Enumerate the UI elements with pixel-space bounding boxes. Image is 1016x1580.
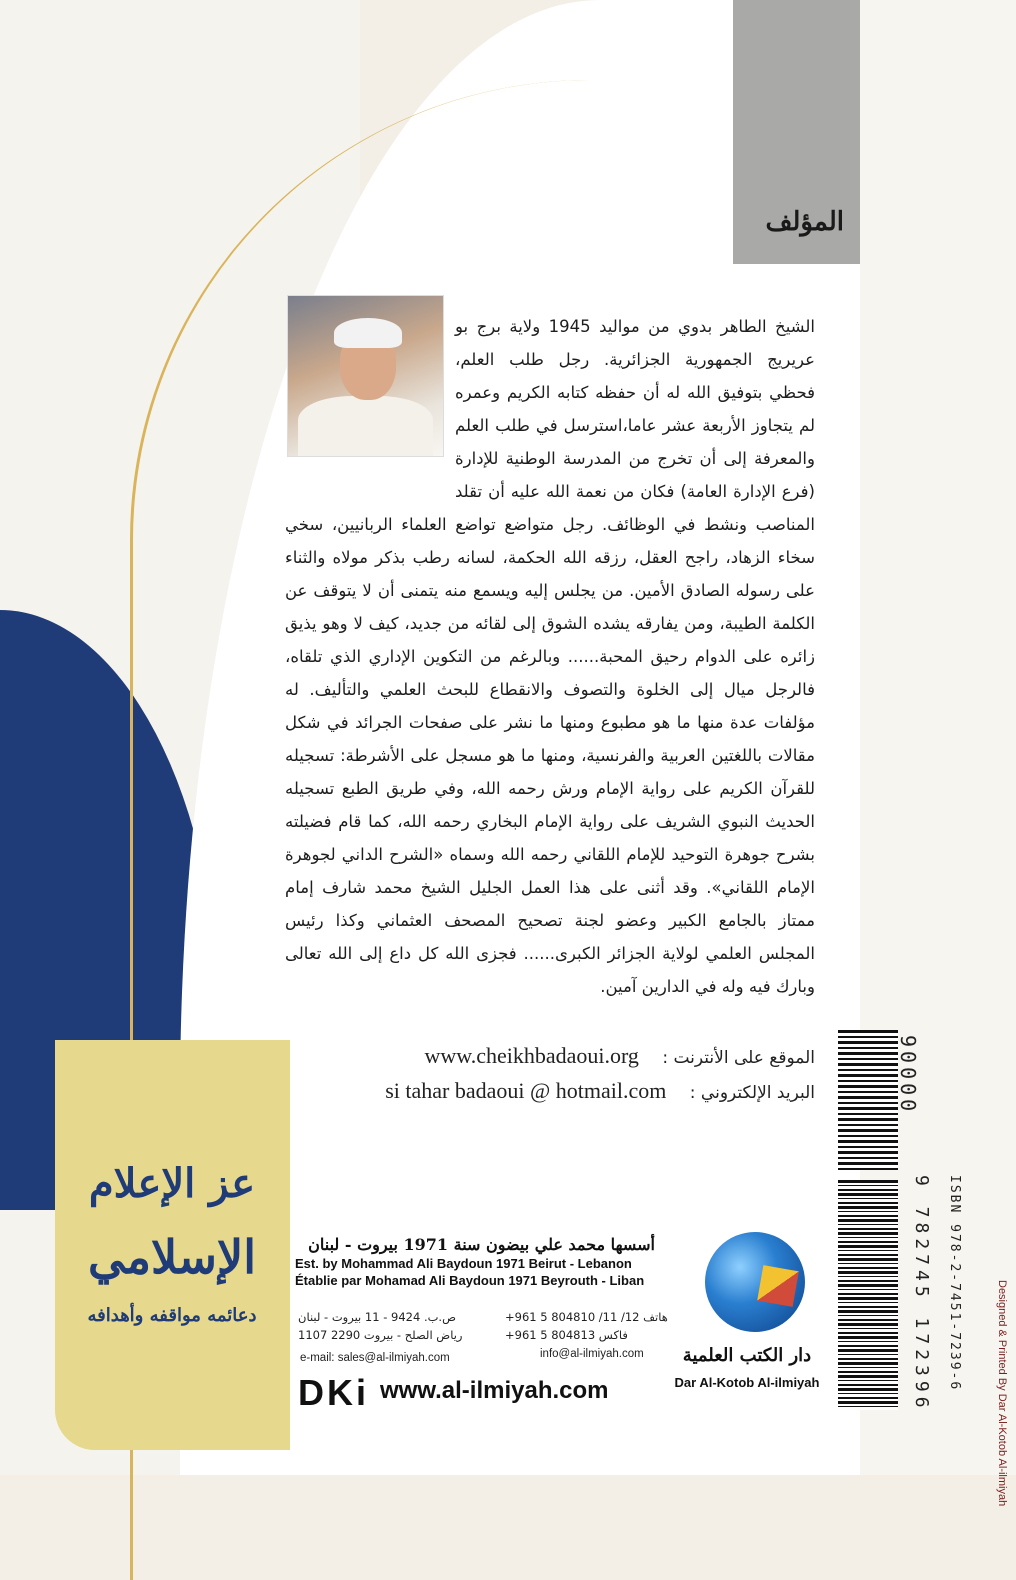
publisher-logo-english: Dar Al-Kotob Al-ilmiyah [674,1375,820,1390]
section-title: المؤلف [765,207,844,237]
series-title-line1: عز الإعلام [88,1160,256,1207]
fax-arabic: فاكس 804813 5 961+ [505,1328,628,1342]
designed-by: Designed & Printed By Dar Al-Kotob Al-ilmiyah [996,1280,1008,1507]
founded-french: Établie par Mohamad Ali Baydoun 1971 Beyrouth - Liban [295,1273,645,1288]
photo-spacer [285,310,455,485]
isbn-text: ISBN 978-2-7451-7239-6 [947,1175,962,1392]
riad-arabic: رياض الصلح - بيروت 2290 1107 [298,1328,463,1342]
series-title-line2: الإسلامي [88,1230,256,1284]
dki-logo: DKi [298,1372,369,1413]
email-label: البريد الإلكتروني : [689,1083,815,1103]
publisher-url[interactable]: www.al-ilmiyah.com [380,1377,609,1404]
pobox-arabic: ص.ب. 9424 - 11 بيروت - لبنان [298,1310,456,1324]
email-link[interactable]: si tahar badaoui @ hotmail.com [385,1078,667,1103]
info-email[interactable]: info@al-ilmiyah.com [540,1348,644,1360]
website-line [300,1043,815,1069]
series-subtitle: دعائمه مواقفه وأهدافه [87,1305,257,1326]
isbn-digits: 9 782745 172396 [911,1175,932,1413]
author-biography [285,310,815,1003]
isbn-barcode [838,1180,898,1410]
email-line [300,1078,815,1104]
publisher-info [295,1235,695,1288]
publisher-logo-arabic: دار الكتب العلمية [682,1345,812,1366]
phone-arabic: هاتف 12/ 11/ 804810 5 961+ [505,1310,668,1324]
bio-text: الشيخ الطاهر بدوي من مواليد 1945 ولاية برج بو عريريج الجمهورية الجزائرية. رجل طلب العلم، فحظي بتوفيق الله له أن حفظه كتابه الكريم وعمره لم يتجاوز الأربعة عشر عاما،استرسل في طلب العلم والمعرفة إلى أن تخرج من المدرسة الوطنية للإدارة (فرع الإدارة العامة) فكان من نعمة الله عليه أن تقلد المناصب ونشط في الوظائف. رجل متواضع تواضع العلماء الربانيين، سخي سخاء الزهاد، راجح العقل، رزقه الله الحكمة، لسانه رطب بذكر مولاه والثناء على رسوله الصادق الأمين. من يجلس إليه ويسمع منه يتمنى أن لا يتوقف عن الكلمة الطيبة، ومن يفارقه يشده الشوق إلى لقائه من جديد، كيف لا وهو يذيق زائره على الدوام رحيق المحبة...... وبالرغم من التكوين الإداري الذي تلقاه، فالرجل ميال إلى الخلوة والتصوف والانقطاع للبحث العلمي والتأليف. له مؤلفات عدة منها ما هو مطبوع ومنها ما نشر على صفحات الجرائد في شكل مقالات باللغتين العربية والفرنسية، ومنها ما هو مسجل على الأشرطة: تسجيله للقرآن الكريم على رواية الإمام ورش رحمه الله، وفي طريق الطبع تسجيله الحديث النبوي الشريف على رواية الإمام البخاري رحمه الله، كما قام فضيلته بشرح جوهرة التوحيد للإمام اللقاني رحمه الله وسماه «الشرح الداني لجوهرة الإمام اللقاني». وقد أثنى على هذا العمل الجليل الشيخ محمد شارف إمام ممتاز بالجامع الكبير وعضو لجنة تصحيح المصحف العثماني وكذا رئيس المجلس العلمي لولاية الجزائر الكبرى...... فجزى الله كل داع إلى الله تعالى وبارك فيه وله في الدارين آمين. [285,317,816,996]
website-link[interactable]: www.cheikhbadaoui.org [424,1043,639,1068]
founded-english: Est. by Mohammad Ali Baydoun 1971 Beirut - Lebanon [295,1256,632,1271]
website-label: الموقع على الأنترنت : [662,1048,815,1068]
price-barcode [838,1030,898,1170]
founded-arabic: أسسها محمد علي بيضون سنة 1971 بيروت - لبنان [308,1235,655,1254]
sales-email[interactable]: e-mail: sales@al-ilmiyah.com [300,1352,450,1364]
price-code: 90000 [896,1035,920,1116]
book-icon [757,1265,799,1307]
